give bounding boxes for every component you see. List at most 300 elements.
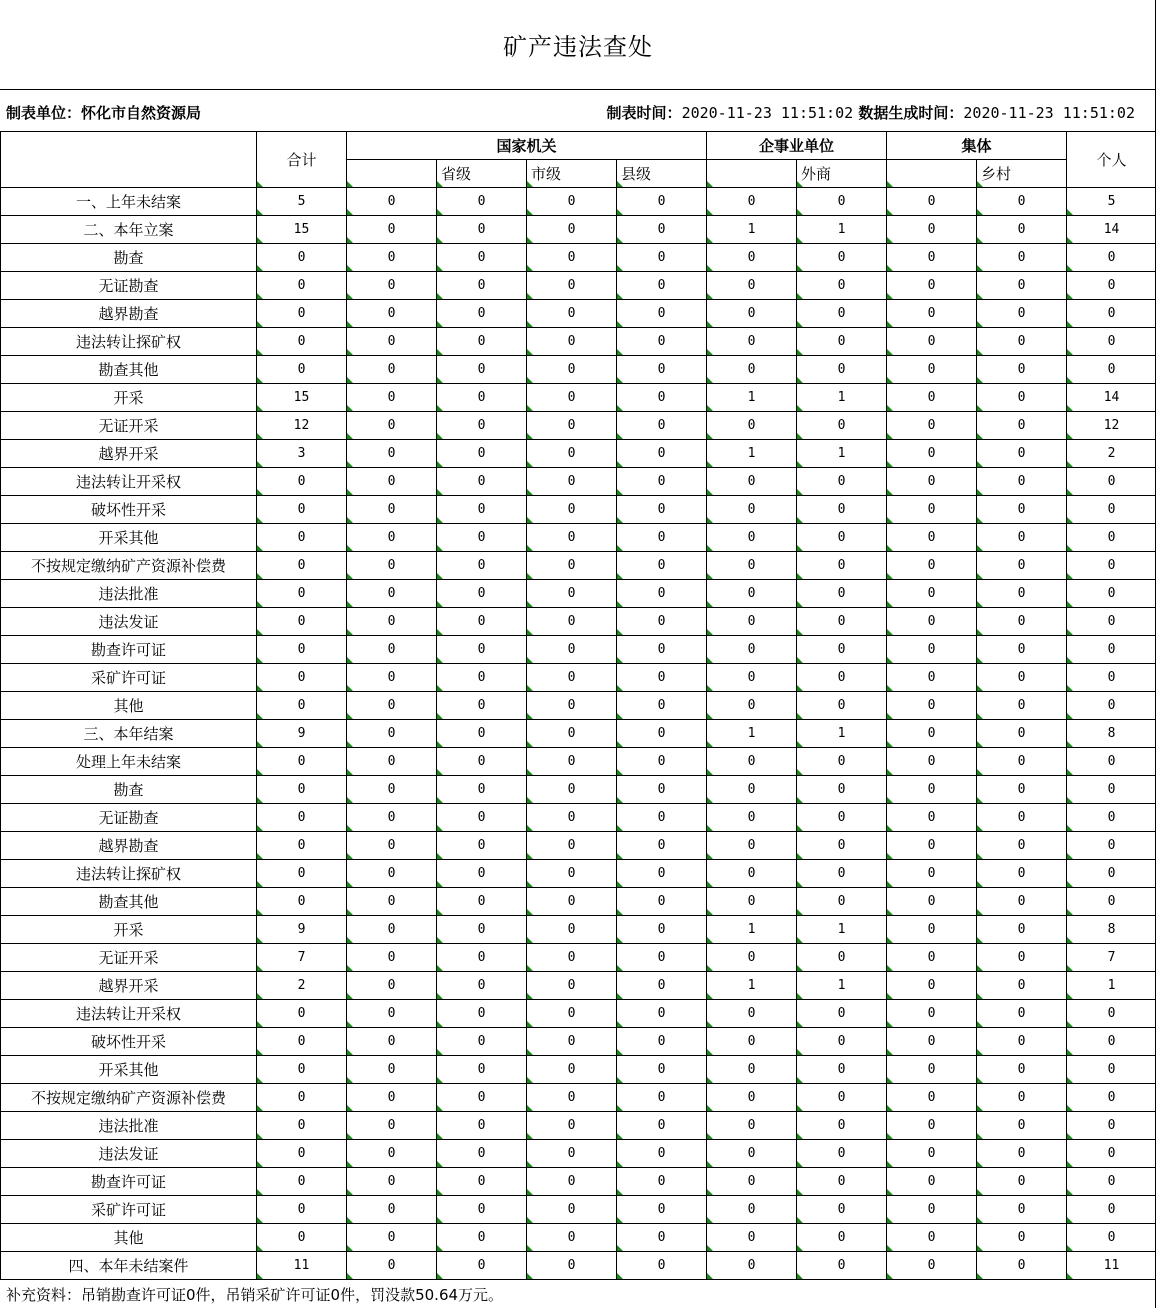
cell-value: 0: [707, 692, 797, 720]
table-row: [1, 524, 1156, 552]
cell-value: 0: [1067, 1112, 1156, 1140]
cell-value: 0: [977, 776, 1067, 804]
cell-value: 0: [257, 1112, 347, 1140]
cell-value: 0: [707, 356, 797, 384]
cell-value: 0: [1067, 748, 1156, 776]
cell-value: 0: [347, 244, 437, 272]
cell-value: 0: [617, 328, 707, 356]
row-label: 勘查许可证: [1, 1168, 257, 1196]
cell-value: 0: [797, 1224, 887, 1252]
cell-value: 0: [977, 860, 1067, 888]
cell-value: 0: [527, 496, 617, 524]
cell-value: 0: [347, 1028, 437, 1056]
reporting-unit: 制表单位：怀化市自然资源局: [6, 104, 202, 122]
cell-value: 0: [977, 1112, 1067, 1140]
cell-value: 0: [527, 328, 617, 356]
table-row: [1, 1000, 1156, 1028]
cell-value: 0: [437, 552, 527, 580]
cell-value: 0: [437, 468, 527, 496]
header-collective-total: [887, 160, 977, 188]
cell-value: 0: [347, 636, 437, 664]
cell-value: 0: [617, 804, 707, 832]
cell-value: 0: [617, 272, 707, 300]
cell-value: 0: [887, 888, 977, 916]
cell-value: 8: [1067, 720, 1156, 748]
cell-value: 0: [707, 664, 797, 692]
cell-value: 0: [977, 720, 1067, 748]
cell-value: 0: [887, 972, 977, 1000]
cell-value: 0: [257, 272, 347, 300]
cell-value: 0: [437, 244, 527, 272]
cell-value: 0: [1067, 244, 1156, 272]
cell-value: 0: [437, 720, 527, 748]
cell-value: 15: [257, 216, 347, 244]
cell-value: 0: [257, 300, 347, 328]
row-label: 勘查其他: [1, 888, 257, 916]
cell-value: 0: [257, 1056, 347, 1084]
cell-value: 0: [707, 804, 797, 832]
cell-value: 0: [707, 412, 797, 440]
row-label: 违法转让探矿权: [1, 860, 257, 888]
cell-value: 0: [527, 636, 617, 664]
row-label: 违法转让探矿权: [1, 328, 257, 356]
cell-value: 0: [797, 1028, 887, 1056]
cell-value: 0: [797, 1168, 887, 1196]
cell-value: 0: [707, 524, 797, 552]
cell-value: 0: [797, 1056, 887, 1084]
cell-value: 0: [527, 1028, 617, 1056]
cell-value: 0: [617, 412, 707, 440]
cell-value: 11: [1067, 1252, 1156, 1280]
cell-value: 0: [257, 468, 347, 496]
cell-value: 0: [707, 244, 797, 272]
cell-value: 14: [1067, 384, 1156, 412]
cell-value: 0: [977, 1252, 1067, 1280]
cell-value: 12: [257, 412, 347, 440]
table-row: [1, 692, 1156, 720]
header-enterprise-total: [707, 160, 797, 188]
cell-value: 0: [1067, 300, 1156, 328]
cell-value: 0: [617, 496, 707, 524]
cell-value: 0: [257, 1028, 347, 1056]
cell-value: 0: [977, 272, 1067, 300]
cell-value: 0: [437, 804, 527, 832]
cell-value: 0: [887, 412, 977, 440]
cell-value: 0: [617, 1140, 707, 1168]
cell-value: 0: [887, 692, 977, 720]
row-label: 采矿许可证: [1, 1196, 257, 1224]
cell-value: 0: [977, 1196, 1067, 1224]
cell-value: 0: [257, 496, 347, 524]
header-total: 合计: [257, 132, 347, 188]
cell-value: 0: [527, 664, 617, 692]
cell-value: 0: [437, 1140, 527, 1168]
cell-value: 0: [437, 1224, 527, 1252]
table-row: [1, 636, 1156, 664]
cell-value: 0: [1067, 860, 1156, 888]
cell-value: 0: [527, 832, 617, 860]
cell-value: 0: [257, 1168, 347, 1196]
header-collective: 集体: [887, 132, 1067, 160]
cell-value: 0: [707, 636, 797, 664]
cell-value: 0: [347, 692, 437, 720]
cell-value: 0: [887, 356, 977, 384]
row-label: 其他: [1, 1224, 257, 1252]
cell-value: 0: [257, 748, 347, 776]
cell-value: 0: [527, 552, 617, 580]
cell-value: 0: [887, 916, 977, 944]
cell-value: 0: [617, 972, 707, 1000]
cell-value: 0: [887, 552, 977, 580]
cell-value: 0: [617, 188, 707, 216]
cell-value: 0: [347, 216, 437, 244]
row-label: 无证开采: [1, 412, 257, 440]
table-row: [1, 1056, 1156, 1084]
cell-value: 0: [257, 776, 347, 804]
cell-value: 0: [797, 244, 887, 272]
row-label: 勘查其他: [1, 356, 257, 384]
table-row: [1, 972, 1156, 1000]
cell-value: 7: [257, 944, 347, 972]
cell-value: 0: [797, 272, 887, 300]
cell-value: 0: [347, 776, 437, 804]
table-row: [1, 552, 1156, 580]
cell-value: 0: [797, 636, 887, 664]
cell-value: 0: [257, 860, 347, 888]
cell-value: 0: [1067, 1084, 1156, 1112]
cell-value: 0: [1067, 804, 1156, 832]
header-village: 乡村: [977, 160, 1067, 188]
row-label: 其他: [1, 692, 257, 720]
cell-value: 0: [347, 804, 437, 832]
cell-value: 0: [1067, 328, 1156, 356]
cell-value: 0: [887, 720, 977, 748]
cell-value: 1: [797, 440, 887, 468]
cell-value: 1: [707, 216, 797, 244]
cell-value: 0: [527, 748, 617, 776]
cell-value: 3: [257, 440, 347, 468]
cell-value: 0: [527, 244, 617, 272]
cell-value: 0: [527, 1140, 617, 1168]
cell-value: 1: [797, 972, 887, 1000]
cell-value: 0: [437, 972, 527, 1000]
cell-value: 0: [617, 720, 707, 748]
cell-value: 0: [527, 1084, 617, 1112]
cell-value: 0: [1067, 888, 1156, 916]
cell-value: 0: [1067, 468, 1156, 496]
cell-value: 0: [797, 804, 887, 832]
table-row: [1, 440, 1156, 468]
cell-value: 0: [617, 384, 707, 412]
cell-value: 0: [977, 412, 1067, 440]
cell-value: 0: [977, 328, 1067, 356]
cell-value: 0: [527, 356, 617, 384]
table-row: [1, 1168, 1156, 1196]
cell-value: 0: [1067, 1196, 1156, 1224]
cell-value: 0: [707, 188, 797, 216]
cell-value: 0: [527, 1056, 617, 1084]
cell-value: 0: [527, 468, 617, 496]
cell-value: 0: [257, 636, 347, 664]
cell-value: 0: [347, 1252, 437, 1280]
make-time-label: 制表时间：: [606, 104, 682, 122]
cell-value: 0: [437, 1196, 527, 1224]
row-label: 无证开采: [1, 944, 257, 972]
cell-value: 0: [257, 888, 347, 916]
cell-value: 0: [887, 384, 977, 412]
cell-value: 0: [437, 216, 527, 244]
cell-value: 0: [1067, 1168, 1156, 1196]
table-header: [1, 132, 1156, 188]
cell-value: 15: [257, 384, 347, 412]
cell-value: 0: [887, 1140, 977, 1168]
cell-value: 0: [797, 552, 887, 580]
cell-value: 0: [797, 860, 887, 888]
cell-value: 0: [887, 944, 977, 972]
cell-value: 0: [527, 720, 617, 748]
cell-value: 0: [977, 1000, 1067, 1028]
row-label: 违法发证: [1, 608, 257, 636]
cell-value: 0: [437, 664, 527, 692]
cell-value: 0: [887, 804, 977, 832]
report-times: [607, 102, 1135, 123]
cell-value: 0: [617, 300, 707, 328]
cell-value: 0: [977, 972, 1067, 1000]
table-row: [1, 1028, 1156, 1056]
cell-value: 0: [347, 1000, 437, 1028]
cell-value: 8: [1067, 916, 1156, 944]
cell-value: 0: [527, 916, 617, 944]
cell-value: 0: [437, 608, 527, 636]
cell-value: 0: [257, 1000, 347, 1028]
cell-value: 0: [347, 832, 437, 860]
gen-time: 2020-11-23 11:51:02: [963, 104, 1135, 122]
cell-value: 0: [527, 776, 617, 804]
cell-value: 0: [707, 328, 797, 356]
cell-value: 0: [797, 188, 887, 216]
table-row: [1, 608, 1156, 636]
cell-value: 0: [257, 664, 347, 692]
cell-value: 0: [977, 1084, 1067, 1112]
cell-value: 0: [977, 580, 1067, 608]
cell-value: 0: [797, 412, 887, 440]
cell-value: 0: [437, 1252, 527, 1280]
cell-value: 0: [347, 888, 437, 916]
table-row: [1, 384, 1156, 412]
header-enterprise: 企事业单位: [707, 132, 887, 160]
cell-value: 0: [617, 860, 707, 888]
cell-value: 0: [707, 1168, 797, 1196]
cell-value: 5: [257, 188, 347, 216]
cell-value: 0: [257, 356, 347, 384]
cell-value: 0: [1067, 496, 1156, 524]
cell-value: 0: [797, 580, 887, 608]
cell-value: 0: [707, 552, 797, 580]
cell-value: 0: [797, 608, 887, 636]
cell-value: 0: [707, 888, 797, 916]
header-city: 市级: [527, 160, 617, 188]
cell-value: 0: [797, 1112, 887, 1140]
cell-value: 0: [437, 1000, 527, 1028]
cell-value: 0: [347, 1140, 437, 1168]
header-blank: [1, 132, 257, 188]
cell-value: 0: [887, 1196, 977, 1224]
cell-value: 0: [527, 216, 617, 244]
cell-value: 0: [527, 300, 617, 328]
header-state-org-total: [347, 160, 437, 188]
cell-value: 0: [347, 1056, 437, 1084]
cell-value: 0: [887, 580, 977, 608]
table-row: [1, 1084, 1156, 1112]
cell-value: 0: [977, 1168, 1067, 1196]
cell-value: 0: [1067, 1028, 1156, 1056]
row-label: 勘查: [1, 244, 257, 272]
cell-value: 1: [707, 720, 797, 748]
table-row: [1, 1112, 1156, 1140]
cell-value: 0: [257, 1084, 347, 1112]
cell-value: 0: [707, 1224, 797, 1252]
table-row: [1, 244, 1156, 272]
cell-value: 7: [1067, 944, 1156, 972]
cell-value: 0: [617, 216, 707, 244]
cell-value: 0: [437, 944, 527, 972]
cell-value: 0: [257, 244, 347, 272]
row-label: 四、本年未结案件: [1, 1252, 257, 1280]
cell-value: 0: [617, 580, 707, 608]
row-label: 勘查许可证: [1, 636, 257, 664]
cell-value: 0: [437, 496, 527, 524]
cell-value: 5: [1067, 188, 1156, 216]
table-row: [1, 888, 1156, 916]
cell-value: 0: [617, 776, 707, 804]
row-label: 违法批准: [1, 580, 257, 608]
cell-value: 0: [887, 216, 977, 244]
cell-value: 0: [347, 496, 437, 524]
cell-value: 0: [347, 608, 437, 636]
cell-value: 0: [1067, 1140, 1156, 1168]
cell-value: 0: [527, 608, 617, 636]
cell-value: 0: [797, 328, 887, 356]
table-row: [1, 664, 1156, 692]
cell-value: 0: [797, 524, 887, 552]
row-label: 破坏性开采: [1, 496, 257, 524]
cell-value: 0: [1067, 356, 1156, 384]
cell-value: 0: [347, 468, 437, 496]
cell-value: 9: [257, 720, 347, 748]
row-label: 违法转让开采权: [1, 1000, 257, 1028]
cell-value: 0: [797, 468, 887, 496]
cell-value: 0: [257, 328, 347, 356]
table-row: [1, 832, 1156, 860]
cell-value: 1: [797, 384, 887, 412]
cell-value: 0: [887, 860, 977, 888]
cell-value: 0: [707, 468, 797, 496]
cell-value: 0: [707, 1196, 797, 1224]
cell-value: 0: [977, 244, 1067, 272]
cell-value: 0: [257, 832, 347, 860]
table-row: [1, 748, 1156, 776]
cell-value: 0: [257, 1224, 347, 1252]
report-meta: [0, 90, 1156, 132]
cell-value: 0: [887, 1252, 977, 1280]
cell-value: 0: [707, 608, 797, 636]
cell-value: 0: [617, 1084, 707, 1112]
cell-value: 0: [1067, 552, 1156, 580]
cell-value: 0: [347, 272, 437, 300]
cell-value: 0: [617, 748, 707, 776]
cell-value: 0: [977, 468, 1067, 496]
cell-value: 0: [437, 272, 527, 300]
cell-value: 1: [1067, 972, 1156, 1000]
cell-value: 1: [797, 216, 887, 244]
cell-value: 0: [797, 1196, 887, 1224]
cell-value: 0: [347, 356, 437, 384]
cell-value: 0: [527, 1224, 617, 1252]
table-row: [1, 916, 1156, 944]
cell-value: 0: [617, 1224, 707, 1252]
table-row: [1, 1140, 1156, 1168]
cell-value: 0: [437, 692, 527, 720]
cell-value: 0: [887, 1056, 977, 1084]
cell-value: 1: [707, 972, 797, 1000]
row-label: 不按规定缴纳矿产资源补偿费: [1, 552, 257, 580]
cell-value: 0: [527, 804, 617, 832]
cell-value: 0: [347, 860, 437, 888]
table-row: [1, 496, 1156, 524]
report-title: 矿产违法查处: [0, 0, 1156, 90]
cell-value: 0: [347, 1084, 437, 1112]
row-label: 违法发证: [1, 1140, 257, 1168]
cell-value: 0: [887, 832, 977, 860]
row-label: 开采其他: [1, 524, 257, 552]
cell-value: 0: [797, 832, 887, 860]
cell-value: 0: [347, 664, 437, 692]
cell-value: 0: [437, 580, 527, 608]
row-label: 处理上年未结案: [1, 748, 257, 776]
table-row: [1, 1252, 1156, 1280]
cell-value: 0: [617, 244, 707, 272]
cell-value: 0: [977, 524, 1067, 552]
row-label: 开采: [1, 916, 257, 944]
cell-value: 0: [1067, 608, 1156, 636]
cell-value: 0: [887, 1000, 977, 1028]
table-row: [1, 944, 1156, 972]
cell-value: 0: [257, 552, 347, 580]
cell-value: 0: [527, 1196, 617, 1224]
cell-value: 0: [797, 1252, 887, 1280]
row-label: 无证勘查: [1, 804, 257, 832]
table-row: [1, 216, 1156, 244]
cell-value: 0: [257, 692, 347, 720]
make-time: 2020-11-23 11:51:02: [681, 104, 854, 122]
cell-value: 0: [347, 720, 437, 748]
cell-value: 0: [887, 1112, 977, 1140]
cell-value: 0: [1067, 524, 1156, 552]
cell-value: 0: [617, 944, 707, 972]
cell-value: 0: [257, 804, 347, 832]
cell-value: 0: [257, 524, 347, 552]
cell-value: 0: [707, 1140, 797, 1168]
cell-value: 0: [707, 860, 797, 888]
cell-value: 0: [617, 1000, 707, 1028]
cell-value: 0: [527, 524, 617, 552]
row-label: 采矿许可证: [1, 664, 257, 692]
cell-value: 0: [1067, 776, 1156, 804]
cell-value: 0: [527, 1168, 617, 1196]
cell-value: 0: [617, 916, 707, 944]
cell-value: 0: [437, 888, 527, 916]
cell-value: 0: [437, 524, 527, 552]
